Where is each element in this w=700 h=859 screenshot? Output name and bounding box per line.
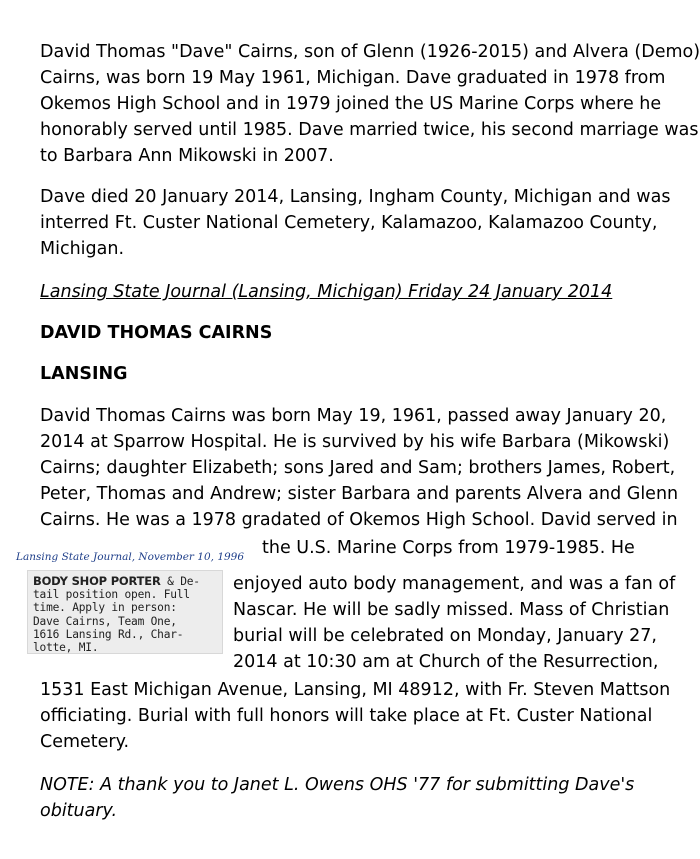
text-line: Cairns; daughter Elizabeth; sons Jared and Sam; brothers James, Robert, xyxy=(40,458,676,478)
text-line: 2014 at Sparrow Hospital. He is survived by his wife Barbara (Mikowski) xyxy=(40,432,670,452)
clipping-text: & De- xyxy=(160,575,200,588)
clipping-line xyxy=(33,575,217,588)
text-line: the U.S. Marine Corps from 1979-1985. He xyxy=(262,538,635,558)
text-line: honorably served until 1985. Dave married twice, his second marriage was xyxy=(40,120,699,140)
clipping-line: tail position open. Full xyxy=(33,588,190,602)
text-line: Michigan. xyxy=(40,239,125,259)
text-line: Nascar. He will be sadly missed. Mass of Christian xyxy=(233,600,670,620)
text-line: Peter, Thomas and Andrew; sister Barbara and parents Alvera and Glenn xyxy=(40,484,679,504)
obituary-name-heading: DAVID THOMAS CAIRNS xyxy=(40,323,273,343)
text-line: burial will be celebrated on Monday, January 27, xyxy=(233,626,657,646)
text-line: to Barbara Ann Mikowski in 2007. xyxy=(40,146,334,166)
newspaper-clipping xyxy=(27,570,223,654)
source-citation: Lansing State Journal (Lansing, Michigan) Friday 24 January 2014 xyxy=(40,282,613,302)
text-line: Cairns. He was a 1978 gradated of Okemos High School. David served in xyxy=(40,510,678,530)
clipping-line: 1616 Lansing Rd., Char- xyxy=(33,627,184,641)
clipping-headline: BODY SHOP PORTER xyxy=(33,574,161,588)
text-line: Okemos High School and in 1979 joined the US Marine Corps where he xyxy=(40,94,662,114)
text-line: Cemetery. xyxy=(40,732,130,752)
text-line: 1531 East Michigan Avenue, Lansing, MI 48912, with Fr. Steven Mattson xyxy=(40,680,671,700)
obituary-location-heading: LANSING xyxy=(40,364,128,384)
text-line: David Thomas "Dave" Cairns, son of Glenn (1926-2015) and Alvera (Demo) xyxy=(40,42,700,62)
clipping-line: Dave Cairns, Team One, xyxy=(33,614,177,628)
clipping-line: time. Apply in person: xyxy=(33,601,177,615)
text-line: interred Ft. Custer National Cemetery, Kalamazoo, Kalamazoo County, xyxy=(40,213,658,233)
text-line: officiating. Burial with full honors will take place at Ft. Custer National xyxy=(40,706,653,726)
text-line: Cairns, was born 19 May 1961, Michigan. Dave graduated in 1978 from xyxy=(40,68,666,88)
note-line: obituary. xyxy=(40,801,118,821)
text-line: enjoyed auto body management, and was a fan of xyxy=(233,574,676,594)
text-line: David Thomas Cairns was born May 19, 1961, passed away January 20, xyxy=(40,406,667,426)
text-line: Dave died 20 January 2014, Lansing, Ingham County, Michigan and was xyxy=(40,187,671,207)
clipping-line: lotte, MI. xyxy=(33,641,99,654)
clipping-caption: Lansing State Journal, November 10, 1996 xyxy=(16,551,245,563)
text-line: 2014 at 10:30 am at Church of the Resurrection, xyxy=(233,652,659,672)
note-line: NOTE: A thank you to Janet L. Owens OHS '77 for submitting Dave's xyxy=(40,775,635,795)
